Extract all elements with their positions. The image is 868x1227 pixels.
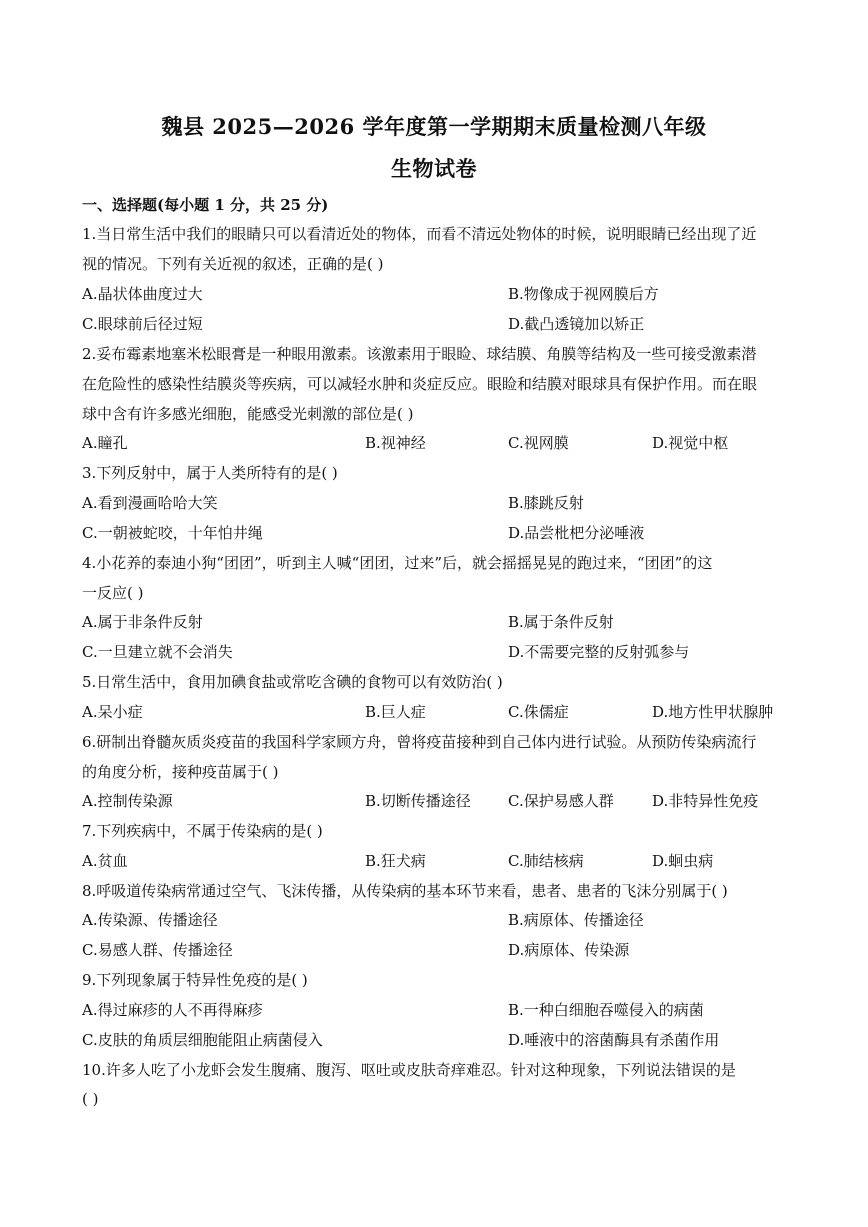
question-10-stem-line-1: 10.许多人吃了小龙虾会发生腹痛、腹泻、呕吐或皮肤奇痒难忍。针对这种现象，下列说法错误的是 [82,1061,736,1079]
question-6-option-a: A.控制传染源 [82,792,173,810]
question-1-option-c: C.眼球前后径过短 [82,315,203,333]
question-1-option-d: D.截凸透镜加以矫正 [508,315,645,333]
question-5-option-b: B.巨人症 [365,703,426,721]
question-2-stem-line-3: 球中含有许多感光细胞，能感受光刺激的部位是( ) [82,405,414,423]
question-10-stem-line-2: ( ) [82,1090,99,1108]
question-6-stem-line-2: 的角度分析，接种疫苗属于( ) [82,763,279,781]
question-8-stem-line-1: 8.呼吸道传染病常通过空气、飞沫传播，从传染病的基本环节来看，患者、患者的飞沫分别属于( ) [82,882,728,900]
question-3-option-a: A.看到漫画哈哈大笑 [82,494,218,512]
question-1-stem-line-2: 视的情况。下列有关近视的叙述，正确的是( ) [82,255,384,273]
question-6-option-c: C.保护易感人群 [508,792,614,810]
question-3-option-b: B.膝跳反射 [508,494,584,512]
question-8-option-b: B.病原体、传播途径 [508,911,644,929]
question-4-stem-line-1: 4.小花养的泰迪小狗“团团”，听到主人喊“团团，过来”后，就会摇摇晃晃的跑过来，“团团”的这 [82,554,713,572]
question-4-option-b: B.属于条件反射 [508,613,614,631]
exam-subtitle: 生物试卷 [391,156,477,181]
question-2-option-c: C.视网膜 [508,434,569,452]
question-5-option-a: A.呆小症 [82,703,143,721]
question-3-stem-line-1: 3.下列反射中，属于人类所特有的是( ) [82,464,338,482]
question-7-option-b: B.狂犬病 [365,852,426,870]
question-8-option-a: A.传染源、传播途径 [82,911,218,929]
question-4-stem-line-2: 一反应( ) [82,584,144,602]
question-9-stem-line-1: 9.下列现象属于特异性免疫的是( ) [82,971,308,989]
question-6-stem-line-1: 6.研制出脊髓灰质炎疫苗的我国科学家顾方舟，曾将疫苗接种到自己体内进行试验。从预防传染病流行 [82,733,757,751]
question-5-option-d: D.地方性甲状腺肿 [652,703,774,721]
question-3-option-d: D.品尝枇杷分泌唾液 [508,524,645,542]
question-1-stem-line-1: 1.当日常生活中我们的眼睛只可以看清近处的物体，而看不清远处物体的时候，说明眼睛已经出现了近 [82,225,757,243]
question-9-option-b: B.一种白细胞吞噬侵入的病菌 [508,1001,704,1019]
question-2-option-d: D.视觉中枢 [652,434,729,452]
question-2-stem-line-2: 在危险性的感染性结膜炎等疾病，可以减轻水肿和炎症反应。眼睑和结膜对眼球具有保护作用。而在眼 [82,375,758,393]
question-7-option-d: D.蛔虫病 [652,852,714,870]
question-7-option-c: C.肺结核病 [508,852,584,870]
question-4-option-d: D.不需要完整的反射弧参与 [508,643,690,661]
question-1-option-b: B.物像成于视网膜后方 [508,285,659,303]
question-9-option-c: C.皮肤的角质层细胞能阻止病菌侵入 [82,1031,323,1049]
question-5-stem-line-1: 5.日常生活中，食用加碘食盐或常吃含碘的食物可以有效防治( ) [82,673,503,691]
question-6-option-d: D.非特异性免疫 [652,792,759,810]
question-2-stem-line-1: 2.妥布霉素地塞米松眼膏是一种眼用激素。该激素用于眼睑、球结膜、角膜等结构及一些可接受激素潜 [82,345,757,363]
question-4-option-c: C.一旦建立就不会消失 [82,643,233,661]
question-2-option-a: A.瞳孔 [82,434,128,452]
question-8-option-d: D.病原体、传染源 [508,941,630,959]
question-9-option-d: D.唾液中的溶菌酶具有杀菌作用 [508,1031,720,1049]
exam-title: 魏县 2025—2026 学年度第一学期期末质量检测八年级 [161,114,707,139]
question-8-option-c: C.易感人群、传播途径 [82,941,233,959]
question-6-option-b: B.切断传播途径 [365,792,471,810]
question-5-option-c: C.侏儒症 [508,703,569,721]
question-2-option-b: B.视神经 [365,434,426,452]
question-4-option-a: A.属于非条件反射 [82,613,203,631]
question-9-option-a: A.得过麻疹的人不再得麻疹 [82,1001,263,1019]
section-heading: 一、选择题(每小题 1 分，共 25 分) [82,196,329,214]
question-1-option-a: A.晶状体曲度过大 [82,285,203,303]
question-7-option-a: A.贫血 [82,852,128,870]
question-7-stem-line-1: 7.下列疾病中，不属于传染病的是( ) [82,822,323,840]
question-3-option-c: C.一朝被蛇咬，十年怕井绳 [82,524,263,542]
